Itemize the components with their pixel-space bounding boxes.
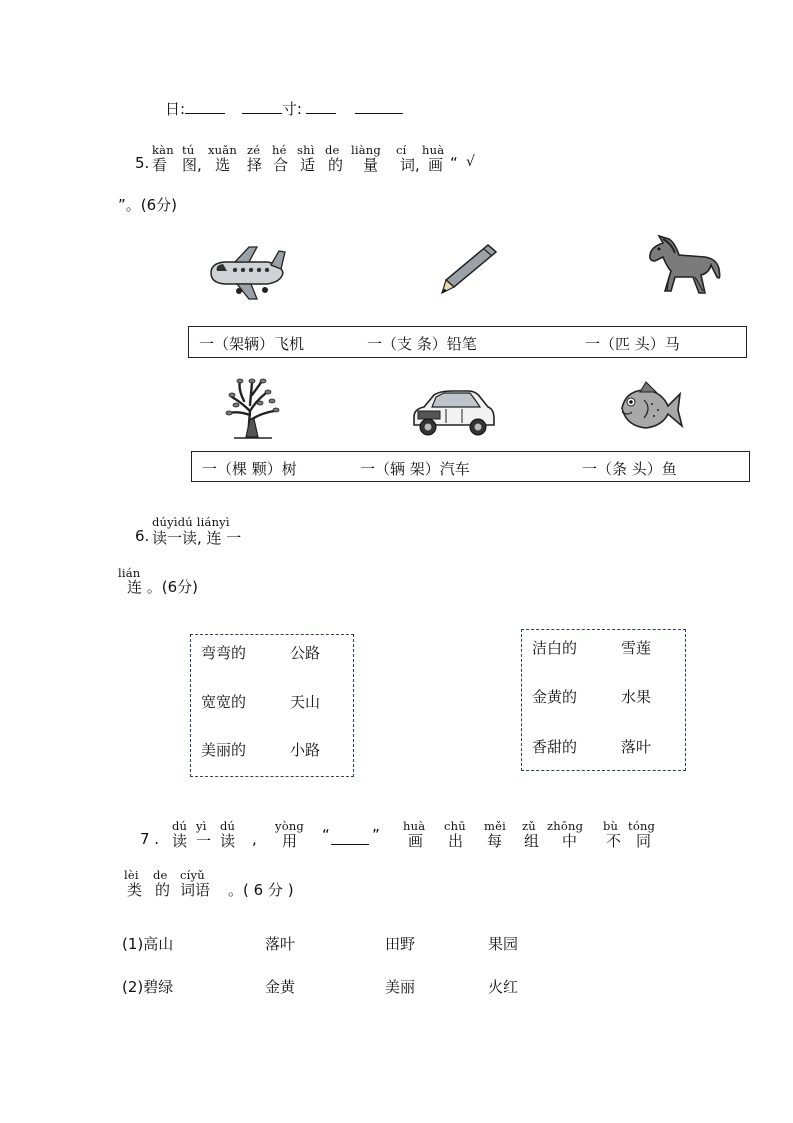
q6-left-box bbox=[190, 634, 354, 777]
q5-pinyin: kàn bbox=[152, 143, 174, 157]
q7-pinyin: zǔ bbox=[522, 819, 536, 833]
q5-char: 选 bbox=[215, 156, 231, 174]
q6-number: 6. bbox=[135, 527, 150, 545]
q6-line2: 连 。(6分) bbox=[127, 578, 199, 596]
q6-pinyin-line1: dúyìdú liányì bbox=[152, 515, 230, 529]
q5-char: 合 bbox=[273, 156, 289, 174]
q7-line2-char: 词语 bbox=[180, 881, 211, 899]
q7-char: 读 bbox=[220, 832, 236, 850]
q6-line1: 读一读, 连 一 bbox=[152, 529, 242, 547]
q5-pinyin: liàng bbox=[351, 143, 381, 157]
q7-char: “ bbox=[322, 826, 330, 844]
q5-pinyin: huà bbox=[422, 143, 445, 157]
q5-char: 图, bbox=[182, 156, 202, 174]
q7-char: ” bbox=[372, 826, 380, 844]
q6-pinyin-line2: lián bbox=[118, 566, 141, 580]
q6-right-word[interactable]: 小路 bbox=[290, 741, 321, 759]
q5-tail: ”。(6分) bbox=[118, 196, 178, 214]
q7-pinyin: bù bbox=[603, 819, 619, 833]
q5-char: 词, bbox=[400, 156, 420, 174]
q5-char: 的 bbox=[328, 156, 344, 174]
q7-pinyin: yì bbox=[196, 819, 207, 833]
q5-option-airplane[interactable]: 一（架辆）飞机 bbox=[199, 335, 305, 353]
q7-pinyin: dú bbox=[172, 819, 188, 833]
q6-left-word[interactable]: 金黄的 bbox=[532, 688, 578, 706]
q7-word[interactable]: 美丽 bbox=[385, 978, 416, 996]
q5-option-fish[interactable]: 一（条 头）鱼 bbox=[582, 460, 677, 478]
q7-line2-score: 。( 6 分 ) bbox=[228, 881, 294, 899]
q6-right-word[interactable]: 公路 bbox=[290, 644, 321, 662]
header-line bbox=[165, 98, 403, 119]
q5-open-quote: “ bbox=[450, 154, 458, 172]
q5-char: 量 bbox=[363, 156, 379, 174]
tree-icon bbox=[222, 375, 284, 441]
q7-pinyin: měi bbox=[484, 819, 506, 833]
q7-pinyin: tóng bbox=[628, 819, 656, 833]
cun-blank[interactable] bbox=[306, 99, 336, 114]
q7-word[interactable]: 火红 bbox=[488, 978, 519, 996]
q7-char: 一 bbox=[196, 832, 212, 850]
q7-word[interactable]: 果园 bbox=[488, 935, 519, 953]
q7-word[interactable]: (2)碧绿 bbox=[122, 978, 174, 996]
q6-left-word[interactable]: 宽宽的 bbox=[201, 693, 247, 711]
q5-option-pencil[interactable]: 一（支 条）铅笔 bbox=[367, 335, 477, 353]
q5-char: 适 bbox=[300, 156, 316, 174]
q5-char: 画 bbox=[428, 156, 444, 174]
airplane-icon bbox=[205, 243, 290, 303]
fish-icon bbox=[618, 380, 684, 436]
q7-char: 不 bbox=[606, 832, 622, 850]
q7-char: , bbox=[252, 830, 257, 848]
q6-right-word[interactable]: 雪莲 bbox=[621, 639, 652, 657]
q7-number: 7 . bbox=[140, 830, 160, 848]
q6-left-word[interactable]: 弯弯的 bbox=[201, 644, 247, 662]
cun-label: 寸: bbox=[281, 100, 302, 118]
q7-pinyin-line2: cíyǔ bbox=[180, 868, 205, 882]
q6-left-word[interactable]: 香甜的 bbox=[532, 738, 578, 756]
ri-blank[interactable] bbox=[185, 99, 225, 114]
q7-line2-char: 的 bbox=[155, 881, 171, 899]
q7-pinyin: huà bbox=[403, 819, 426, 833]
q7-char: 同 bbox=[636, 832, 652, 850]
q6-right-word[interactable]: 落叶 bbox=[621, 738, 652, 756]
q6-right-word[interactable]: 水果 bbox=[621, 688, 652, 706]
q5-pinyin: de bbox=[325, 143, 340, 157]
q5-option-horse[interactable]: 一（匹 头）马 bbox=[585, 335, 680, 353]
horse-icon bbox=[645, 233, 723, 299]
q7-word[interactable]: 落叶 bbox=[265, 935, 296, 953]
q7-pinyin-line2: lèi bbox=[124, 868, 139, 882]
q5-pinyin: hé bbox=[272, 143, 287, 157]
q5-answer-row-1 bbox=[188, 326, 747, 358]
q7-char: 出 bbox=[448, 832, 464, 850]
q5-number: 5. bbox=[135, 154, 150, 172]
q5-option-car[interactable]: 一（辆 架）汽车 bbox=[360, 460, 470, 478]
q7-word[interactable]: 金黄 bbox=[265, 978, 296, 996]
q6-left-word[interactable]: 美丽的 bbox=[201, 741, 247, 759]
pencil-icon bbox=[440, 243, 500, 295]
q5-option-tree[interactable]: 一（棵 颗）树 bbox=[202, 460, 297, 478]
q5-answer-row-2 bbox=[191, 451, 750, 482]
q7-line2-char: 类 bbox=[127, 881, 143, 899]
q7-char: 画 bbox=[408, 832, 424, 850]
q7-word[interactable]: (1)高山 bbox=[122, 935, 174, 953]
q7-pinyin: dú bbox=[220, 819, 236, 833]
q7-pinyin-line2: de bbox=[153, 868, 168, 882]
q7-pinyin: zhōng bbox=[547, 819, 584, 833]
q5-pinyin: tú bbox=[182, 143, 195, 157]
check-mark-icon: √ bbox=[466, 154, 475, 170]
q7-char: 用 bbox=[282, 832, 298, 850]
q7-char: 组 bbox=[524, 832, 540, 850]
q7-pinyin: chū bbox=[444, 819, 466, 833]
q6-left-word[interactable]: 洁白的 bbox=[532, 639, 578, 657]
q6-right-word[interactable]: 天山 bbox=[290, 693, 321, 711]
q7-word[interactable]: 田野 bbox=[385, 935, 416, 953]
q5-pinyin: shì bbox=[297, 143, 315, 157]
q6-right-box bbox=[521, 629, 686, 771]
q7-char: 读 bbox=[172, 832, 188, 850]
extra-blank[interactable] bbox=[355, 99, 403, 114]
ri-label: 日: bbox=[165, 100, 186, 118]
q5-pinyin: xuǎn bbox=[208, 143, 237, 157]
cun-prefix-blank[interactable] bbox=[242, 99, 282, 114]
q5-pinyin: zé bbox=[247, 143, 261, 157]
q5-char: 看 bbox=[152, 156, 168, 174]
q7-pinyin: yòng bbox=[275, 819, 304, 833]
q5-pinyin: cí bbox=[396, 143, 407, 157]
q7-char: 每 bbox=[487, 832, 503, 850]
q7-underline-sample bbox=[331, 830, 369, 845]
q7-char: 中 bbox=[562, 832, 578, 850]
q5-char: 择 bbox=[247, 156, 263, 174]
car-icon bbox=[410, 387, 496, 437]
